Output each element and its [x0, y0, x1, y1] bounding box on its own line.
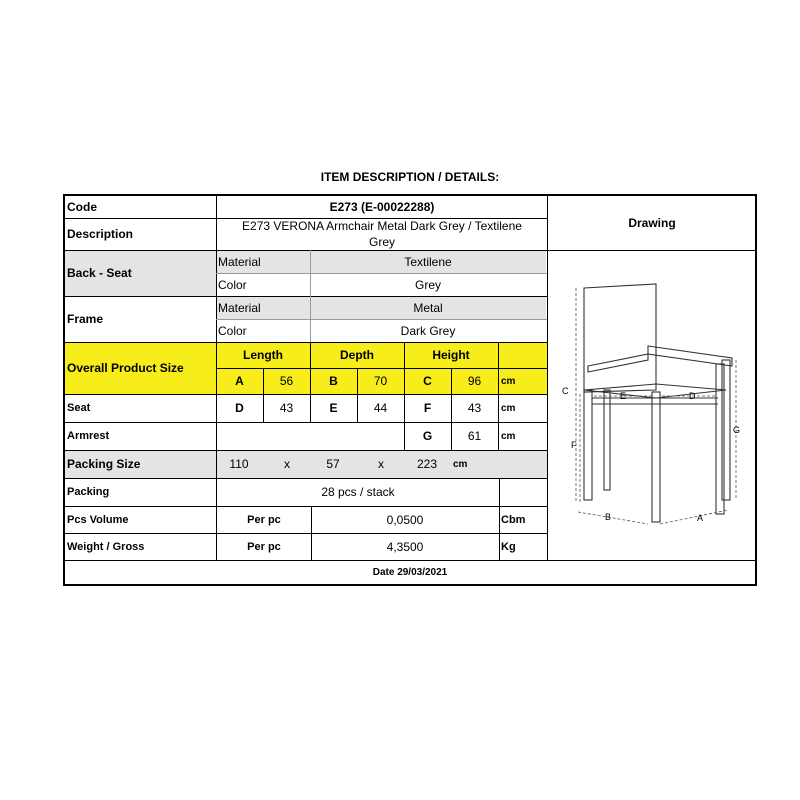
code-label: Code: [67, 200, 97, 214]
grid-line: [65, 478, 547, 479]
grid-line: [216, 273, 547, 274]
dim-e-value: 44: [373, 401, 388, 415]
grid-line: [65, 533, 547, 534]
grid-line: [216, 319, 547, 320]
date-footer: Date 29/03/2021: [372, 566, 448, 578]
overall-size-label: Overall Product Size: [67, 361, 184, 375]
grid-line: [263, 368, 264, 422]
weight-value: 4,3500: [386, 539, 424, 554]
back-seat-color-value: Grey: [414, 277, 441, 292]
seat-label: Seat: [67, 402, 91, 414]
drawing-label-d: D: [689, 391, 696, 401]
dim-c-value: 96: [467, 374, 482, 388]
length-header: Length: [243, 348, 283, 362]
grid-line: [311, 506, 312, 560]
chair-outline: [584, 284, 732, 522]
weight-per: Per pc: [247, 540, 281, 553]
grid-line: [310, 342, 311, 422]
grid-line: [404, 342, 405, 450]
dim-d-letter: D: [235, 401, 244, 415]
seat-unit: cm: [501, 402, 516, 414]
drawing-header: Drawing: [628, 216, 676, 230]
grid-line: [451, 368, 452, 450]
grid-line: [65, 422, 547, 423]
depth-header: Depth: [340, 348, 374, 362]
packing-width: 57: [326, 457, 340, 471]
drawing-label-c: C: [562, 386, 569, 396]
packing-value: 28 pcs / stack: [321, 485, 395, 499]
grid-line: [65, 296, 547, 297]
dim-b-letter: B: [329, 374, 338, 388]
back-seat-material-label: Material: [216, 250, 310, 273]
back-seat-color-label: Color: [218, 277, 247, 292]
dim-g-value: 61: [467, 429, 482, 443]
dim-c-letter: C: [423, 374, 432, 388]
description-line-1: E273 VERONA Armchair Metal Dark Grey / Textilene: [242, 219, 522, 233]
pcs-volume-label: Pcs Volume: [67, 513, 129, 526]
armrest-unit: cm: [501, 430, 516, 442]
grid-line: [498, 342, 499, 450]
pcs-volume-unit: Cbm: [501, 513, 526, 526]
weight-unit: Kg: [501, 540, 516, 553]
description-label: Description: [67, 227, 134, 241]
drawing-label-f: F: [571, 440, 577, 450]
packing-label: Packing: [67, 486, 110, 498]
frame-material-label: Material: [216, 296, 310, 319]
grid-line: [310, 250, 311, 342]
grid-line: [499, 478, 500, 560]
armrest-label: Armrest: [67, 430, 110, 442]
grid-line: [65, 342, 547, 343]
grid-line: [65, 250, 755, 251]
dim-d-value: 43: [279, 401, 294, 415]
packing-x1: x: [284, 457, 290, 471]
grid-line: [65, 394, 547, 395]
drawing-label-g: G: [733, 425, 741, 435]
packing-length: 110: [229, 457, 249, 471]
pcs-volume-per: Per pc: [247, 513, 281, 526]
dim-e-letter: E: [329, 401, 338, 415]
back-seat-material-value: Textilene: [310, 250, 546, 273]
dim-b-value: 70: [373, 374, 388, 388]
packing-size-label: Packing Size: [65, 450, 547, 478]
grid-line: [65, 218, 547, 219]
drawing-label-b: B: [605, 512, 612, 522]
grid-line: [65, 450, 547, 451]
drawing-label-e: E: [620, 391, 627, 401]
chair-dimension-drawing: [548, 280, 748, 530]
grid-line: [65, 506, 547, 507]
packing-size-unit: cm: [453, 458, 468, 470]
dim-f-letter: F: [423, 401, 432, 415]
back-seat-label: Back - Seat: [65, 250, 216, 296]
height-header: Height: [432, 348, 470, 362]
packing-x2: x: [378, 457, 384, 471]
frame-label: Frame: [67, 312, 104, 326]
dim-a-value: 56: [279, 374, 294, 388]
page-title: ITEM DESCRIPTION / DETAILS:: [320, 170, 500, 184]
grid-line: [65, 560, 755, 561]
grid-line: [357, 368, 358, 422]
weight-label: Weight / Gross: [67, 540, 145, 553]
frame-color-label: Color: [218, 323, 247, 338]
frame-color-value: Dark Grey: [400, 323, 456, 338]
packing-height: 223: [416, 457, 438, 471]
drawing-label-a: A: [697, 513, 704, 523]
dim-a-letter: A: [235, 374, 244, 388]
pcs-volume-value: 0,0500: [386, 512, 424, 527]
frame-material-value: Metal: [310, 296, 546, 319]
dim-g-letter: G: [422, 429, 433, 443]
code-value: E273 (E-00022288): [329, 200, 435, 214]
description-line-2: Grey: [368, 235, 395, 249]
overall-unit: cm: [501, 375, 516, 387]
dim-f-value: 43: [467, 401, 482, 415]
